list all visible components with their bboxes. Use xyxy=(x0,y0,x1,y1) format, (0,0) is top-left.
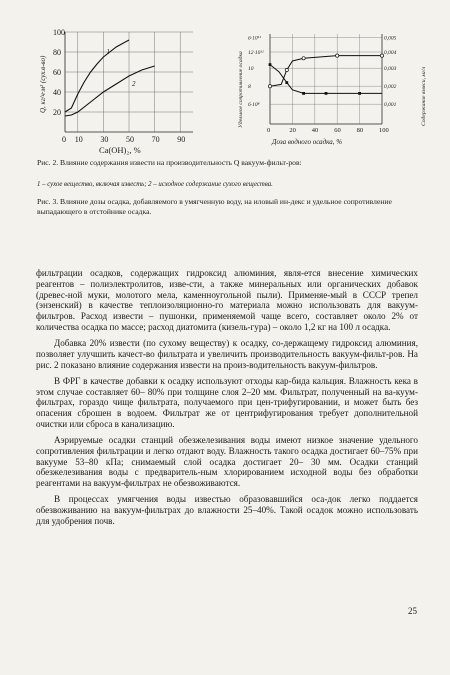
figure-2-chart xyxy=(35,28,205,156)
x-tick-label: 30 xyxy=(100,135,109,144)
paragraph: фильтрации осадков, содержащих гидроксид алюминия, явля-ется внесение химических реагентов – полиэлектролитов, изве-сти, а также минеральных или органических добавок (древес-ной муки, молотого мела, каменноугольной пыли). Применяе-мый в СССР трепел (энзенский) в качестве теплоизоляционно-го материала можно использовать для вакуум-фильтров. Расход извести – пушонки, применяемой чаще всего, составляет около 2% от количества осадка по массе; расход диатомита (кизель-гура) – около 1,2 кг на 100 л осадка. xyxy=(36,268,418,332)
series-line-2 xyxy=(65,66,155,116)
data-point xyxy=(285,81,288,84)
figure-3-caption xyxy=(37,197,419,216)
left-tick-label: 8 xyxy=(248,84,251,91)
data-point xyxy=(302,57,305,60)
x-tick-label: 60 xyxy=(334,127,341,134)
fig2-y-label: Q, кг/ч·м² (сух.в-во) xyxy=(39,55,47,113)
x-tick-label: 50 xyxy=(126,135,134,144)
right-tick-label: 0,005 xyxy=(384,35,397,42)
x-tick-label: 100 xyxy=(379,127,389,134)
body-text xyxy=(36,268,418,532)
x-tick-label: 40 xyxy=(311,127,319,134)
right-tick-label: 0,003 xyxy=(384,66,397,73)
y-tick-label: 80 xyxy=(53,48,61,57)
data-point xyxy=(268,85,271,88)
x-tick-label: 70 xyxy=(151,135,160,144)
left-tick-label: 6·10⁸ xyxy=(248,102,260,109)
y-tick-label: 20 xyxy=(53,108,61,117)
figure-2-legend xyxy=(37,180,419,189)
right-tick-label: 0,004 xyxy=(384,50,397,56)
series-label: 2 xyxy=(132,80,136,88)
x-tick-label: 0 xyxy=(62,135,66,144)
x-tick-label: 90 xyxy=(177,135,186,144)
data-point xyxy=(302,92,305,95)
left-tick-label: 6·10¹¹ xyxy=(248,35,261,42)
data-point xyxy=(358,92,361,95)
fig3-x-label: Доза водного осадка, % xyxy=(272,138,343,146)
y-tick-label: 60 xyxy=(53,68,61,77)
right-tick-label: 0,001 xyxy=(384,102,397,109)
data-point xyxy=(325,92,328,95)
data-point xyxy=(336,54,339,57)
y-tick-label: 100 xyxy=(53,28,65,37)
fig3-caption-text: Рис. 3. Влияние дозы осадка, добавляемого в умягченную воду, на иловый ин-декс и удельное сопротивление выпадающего в отстойнике осадка. xyxy=(37,197,392,216)
paragraph: Аэрируемые осадки станций обезжелезивания воды имеют низкое значение удельного сопротивления фильтрации и легко отдают воду. Влажность такого осадка достигает 60–75% при вакууме 53–80 кПа; снимаемый слой осадка достигает 20– 30 мм. Осадки станций обезжелезивания воды с предваритель-ным хлорированием исходной воды без обработки реагентами на вакуум-фильтрах не обезвоживаются. xyxy=(36,435,418,488)
paragraph: Добавка 20% извести (по сухому веществу) к осадку, со-держащему гидроксид алюминия, позволяет улучшить качест-во фильтрата и увеличить производительность вакуум-фильт-ров. На рис. 2 показано влияние содержания извести на произ-водительность вакуум-фильтров. xyxy=(36,338,418,370)
fig3-right-axis-label: Содержание взвеси, мг/л xyxy=(421,66,427,126)
figure-2-caption xyxy=(37,158,419,168)
paragraph: В ФРГ в качестве добавки к осадку используют отходы кар-бида кальция. Влажность кека в этом случае составляет 60– 80% при толщине слоя 2–20 мм. Фильтрат, полученный на ва-куум-фильтрах, гораздо чище фильтрата, получаемого при цен-трифугировании, и может быть без опасения сброшен в водоем. Фильтрат же от центрифугирования требует дополнительной очистки или сброса в канализацию. xyxy=(36,375,418,429)
figure-3-chart xyxy=(232,28,432,158)
data-point xyxy=(285,68,288,71)
fig2-legend-text: 1 – сухое вещество, включая известь; 2 – исходное содержание сухого вещества. xyxy=(37,181,273,188)
right-tick-label: 0,002 xyxy=(384,84,397,91)
left-tick-label: 12·10¹² xyxy=(248,50,264,56)
left-tick-label: 10 xyxy=(248,66,254,73)
page-number: 25 xyxy=(408,606,417,616)
y-tick-label: 40 xyxy=(53,88,61,97)
x-tick-label: 80 xyxy=(356,127,364,134)
x-tick-label: 20 xyxy=(289,127,296,134)
data-point xyxy=(269,63,272,66)
fig2-x-label: Ca(OH)₂, % xyxy=(99,145,141,155)
paragraph: В процессах умягчения воды известью образовавшийся оса-док легко поддается обезвоживанию на вакуум-фильтрах до влажности 25–40%. Такой осадок можно использовать для удобрения почв. xyxy=(36,494,418,526)
fig3-left-axis-label: Удельное сопротивление осадка xyxy=(238,51,244,128)
series-line-1 xyxy=(65,40,129,112)
series-label: 1 xyxy=(106,48,110,56)
x-tick-label: 10 xyxy=(74,135,83,144)
x-tick-label: 0 xyxy=(267,127,271,134)
fig2-caption-text: Рис. 2. Влияние содержания извести на производительность Q вакуум-фильт-ров: xyxy=(37,158,302,167)
